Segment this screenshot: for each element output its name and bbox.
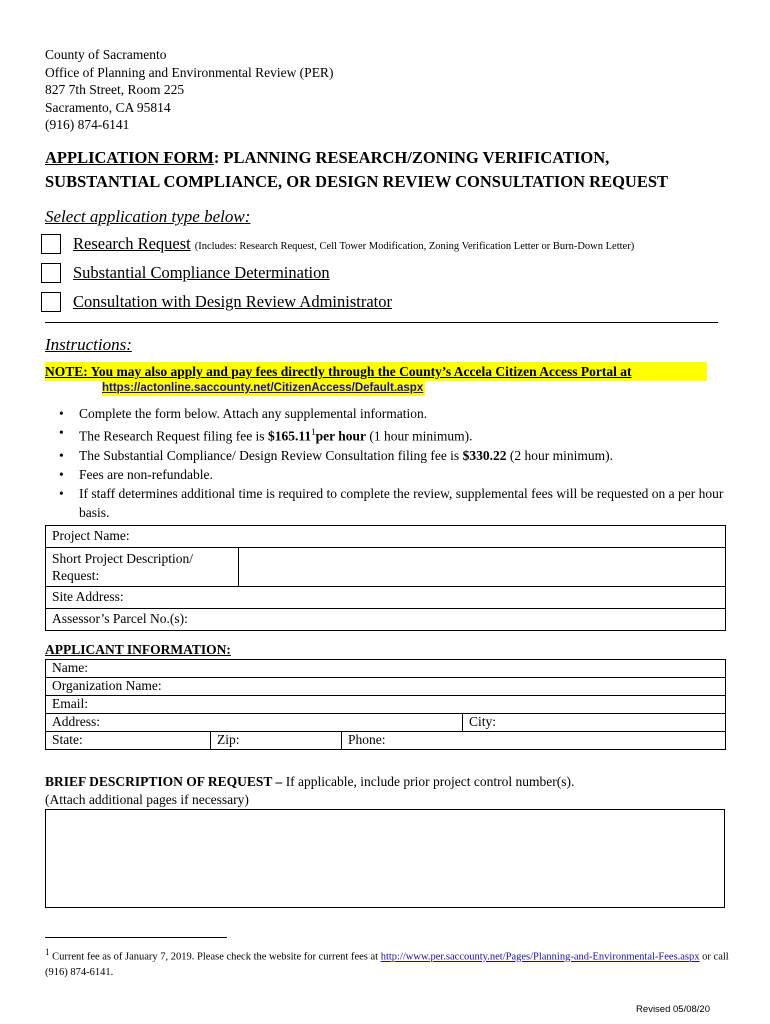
title-line1: : PLANNING RESEARCH/ZONING VERIFICATION, — [213, 148, 610, 167]
footnote-divider — [45, 937, 227, 938]
accela-note: NOTE: You may also apply and pay fees directly through the County’s Accela Citizen Access Portal at — [45, 362, 707, 381]
site-address-field[interactable]: Site Address: — [46, 587, 726, 609]
instructions-label: Instructions: — [45, 335, 132, 354]
option-label: Consultation with Design Review Administrator — [73, 292, 392, 311]
list-item: • Complete the form below. Attach any supplemental information. — [55, 404, 735, 423]
applicant-table — [45, 659, 726, 750]
applicant-info-title: APPLICANT INFORMATION: — [45, 642, 231, 657]
list-item: • The Research Request filing fee is $165.11$^1$per hour (1 hour minimum). — [55, 423, 735, 446]
accela-link[interactable]: https://actonline.saccounty.net/CitizenAccess/Default.aspx — [102, 382, 424, 394]
header-line: Sacramento, CA 95814 — [45, 99, 171, 115]
select-label: Select application type below: — [45, 207, 251, 226]
list-item: • Fees are non-refundable. — [55, 465, 735, 484]
option-label: Substantial Compliance Determination — [73, 263, 330, 282]
address-field[interactable]: Address: — [46, 714, 463, 732]
design-review-checkbox[interactable] — [41, 292, 61, 312]
option-note: (Includes: Research Request, Cell Tower Modification, Zoning Verification Letter or Burn-Down Letter) — [194, 241, 635, 252]
option-label: Research Request — [73, 234, 191, 253]
option-substantial-compliance — [73, 263, 330, 283]
agency-header — [45, 46, 333, 134]
project-desc-label: Short Project Description/ Request: — [46, 548, 239, 587]
option-design-review — [73, 292, 392, 312]
option-research-request — [73, 234, 753, 254]
header-line: Office of Planning and Environmental Review (PER) — [45, 64, 334, 80]
description-textarea[interactable] — [45, 809, 725, 908]
project-table — [45, 525, 726, 631]
title-line2: SUBSTANTIAL COMPLIANCE, OR DESIGN REVIEW CONSULTATION REQUEST — [45, 172, 669, 191]
email-field[interactable]: Email: — [46, 696, 726, 714]
phone-field[interactable]: Phone: — [342, 732, 726, 750]
city-field[interactable]: City: — [463, 714, 726, 732]
organization-field[interactable]: Organization Name: — [46, 678, 726, 696]
header-line: 827 7th Street, Room 225 — [45, 82, 185, 97]
zip-field[interactable]: Zip: — [211, 732, 342, 750]
substantial-compliance-checkbox[interactable] — [41, 263, 61, 283]
revised-date: Revised 05/08/20 — [636, 1004, 710, 1015]
brief-description-label: BRIEF DESCRIPTION OF REQUEST – If applicable, include prior project control number(s). (Attach additional pages if necessary) — [45, 774, 575, 807]
state-field[interactable]: State: — [46, 732, 211, 750]
project-desc-field[interactable] — [239, 548, 726, 587]
instructions-list — [55, 404, 735, 522]
name-field[interactable]: Name: — [46, 660, 726, 678]
parcel-number-field[interactable]: Assessor’s Parcel No.(s): — [46, 609, 726, 631]
header-line: County of Sacramento — [45, 47, 167, 62]
list-item: • The Substantial Compliance/ Design Review Consultation filing fee is $330.22 (2 hour minimum). — [55, 446, 735, 465]
title-prefix: APPLICATION FORM — [45, 148, 214, 167]
footnote: $^1$ Current fee as of January 7, 2019. Please check the website for current fees at http://www.per.saccounty.net/Pages/Planning-and-Environmental-Fees.aspx or call (916) 874-6141. — [45, 947, 729, 978]
research-request-checkbox[interactable] — [41, 234, 61, 254]
project-name-field[interactable]: Project Name: — [46, 526, 726, 548]
form-title — [45, 146, 735, 194]
list-item: • If staff determines additional time is required to complete the review, supplemental fees will be requested on a per hour basis. — [55, 484, 735, 522]
header-line: (916) 874-6141 — [45, 117, 130, 132]
fees-link[interactable]: http://www.per.saccounty.net/Pages/Planning-and-Environmental-Fees.aspx — [380, 951, 700, 963]
section-divider — [45, 322, 718, 323]
